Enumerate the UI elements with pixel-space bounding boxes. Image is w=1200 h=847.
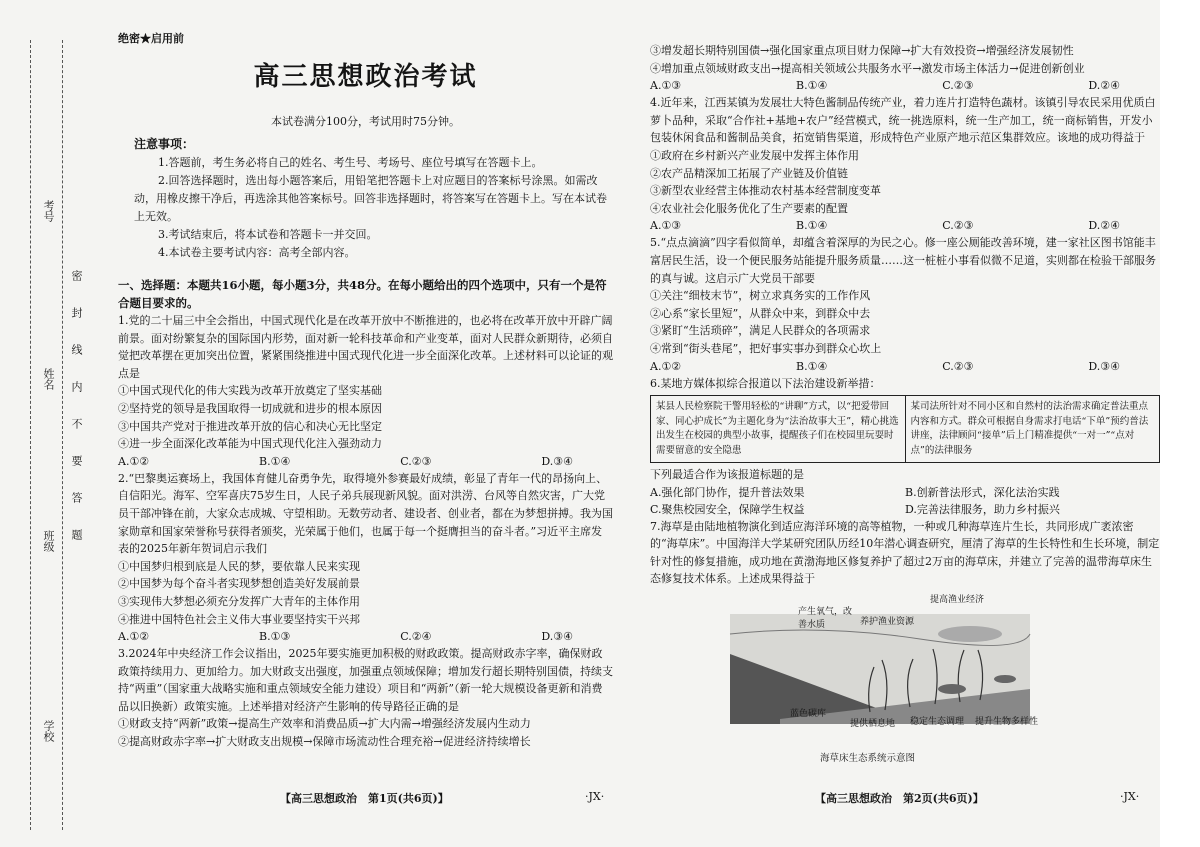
notes-heading: 注意事项： (134, 137, 195, 151)
option-a: A.①② (118, 454, 150, 468)
scan-edge (1160, 0, 1200, 847)
seagrass-diagram (720, 594, 1050, 764)
statement: ④推进中国特色社会主义伟大事业要坚持实干兴邦 (118, 612, 360, 626)
question-3 (118, 645, 613, 751)
news-item-1: 某县人民检察院干警用轻松的“讲聊”方式，以“把爱带回家、同心护成长”为主题化身为“法治故事大王”，精心挑选出发生在校园的典型小故事，提醒孩子们在校园里玩耍时需要留意的安全隐患 (651, 396, 906, 463)
question-7 (650, 518, 1160, 588)
option-d: D.③④ (1088, 359, 1120, 373)
exam-info: 本试卷满分100分，考试用时75分钟。 (271, 115, 460, 128)
statement: ③中国共产党对于推进改革开放的信心和决心无比坚定 (118, 419, 382, 433)
answer-options (650, 217, 1160, 234)
statement: ④增加重点领域财政支出→提高相关领域公共服务水平→激发市场主体活力→促进创新创业 (650, 61, 1085, 75)
note-item: 2.回答选择题时，选出每小题答案后，用铅笔把答题卡上对应题目的答案标号涂黑。如需改动，用橡皮擦干净后，再选涂其他答案标号。回答非选择题时，将答案写在答题卡上。写在本试卷上无效。 (134, 174, 607, 223)
footer-code-1: ·JX· (585, 790, 605, 803)
label-oxygen: 产生氧气，改善水质 (798, 607, 853, 631)
note-item: 4.本试卷主要考试内容：高考全部内容。 (158, 246, 356, 259)
answer-options (650, 484, 1160, 518)
cut-line (30, 40, 31, 830)
binding-margin (0, 0, 112, 847)
statement: ②农产品精深加工拓展了产业链及价值链 (650, 166, 848, 180)
page-1 (118, 30, 613, 751)
answer-options (118, 453, 613, 470)
statement: ②心系“家长里短”，从群众中来，到群众中去 (650, 306, 871, 320)
question-prompt: 下列最适合作为该报道标题的是 (650, 468, 804, 482)
statement: ①中国式现代化的伟大实践为改革开放奠定了坚实基础 (118, 384, 382, 398)
option-a: A.①② (118, 630, 150, 644)
option-c: C.聚焦校园安全，保障学生权益 (650, 502, 805, 516)
option-c: C.②③ (942, 219, 974, 233)
statement: ③实现伟大梦想必须充分发挥广大青年的主体作用 (118, 594, 360, 608)
class-label: 班级 (42, 530, 55, 552)
page-2 (650, 42, 1160, 764)
question-stem: 5.“点点滴滴”四字看似简单，却蕴含着深厚的为民之心。修一座公厕能改善环境，建一家社区图书馆能丰富居民生活，设一个便民服务站能提升服务质量……这一桩桩小事看似微不足道，实则都在检验干部服务的真与诚。这启示广大党员干部要 (650, 236, 1156, 285)
news-table (650, 395, 1160, 463)
statement: ①关注“细枝末节”，树立求真务实的工作作风 (650, 289, 871, 303)
option-a: A.①② (650, 359, 682, 373)
option-a: A.①③ (650, 219, 682, 233)
label-blue-carbon: 蓝色碳库 (790, 709, 827, 720)
question-stem: 2.“巴黎奥运赛场上，我国体育健儿奋勇争先，取得境外参赛最好成绩，彰显了青年一代的昂扬向上、自信阳光。海军、空军喜庆75岁生日，人民子弟兵展现新风貌。面对洪涝、台风等自然灾害，广大党员干部冲锋在前，大家众志成城、守望相助。无数劳动者、建设者、创业者，都在为梦想拼搏。我为国家勋章和国家荣誉称号获得者颁奖，光荣属于他们，也属于每一个挺膺担当的奋斗者。”习近平主席发表的2025年新年贺词启示我们 (118, 471, 613, 556)
statement: ④常到“街头巷尾”，把好事实事办到群众心坎上 (650, 341, 882, 355)
footer-page-2: 【高三思想政治 第2页(共6页)】 (815, 792, 984, 805)
answer-options (650, 358, 1160, 375)
question-stem: 1.党的二十届三中全会指出，中国式现代化是在改革开放中不断推进的，也必将在改革开放中开辟广阔前景。面对纷繁复杂的国际国内形势，面对新一轮科技革命和产业变革，面对人民群众新期待，必须自觉把改革摆在更加突出位置，紧紧围绕推进中国式现代化进一步全面深化改革。上述材料可以论证的观点是 (118, 314, 613, 380)
statement: ①财政支持“两新”政策→提高生产效率和消费品质→扩大内需→增强经济发展内生动力 (118, 717, 531, 731)
option-b: B.①③ (259, 630, 291, 644)
option-d: D.②④ (1088, 79, 1120, 93)
label-ecology: 稳定生态调理 (910, 717, 965, 728)
answer-options (118, 628, 613, 645)
option-b: B.①④ (796, 219, 828, 233)
option-d: D.③④ (541, 454, 573, 468)
statement: ④农业社会化服务优化了生产要素的配置 (650, 201, 848, 215)
exam-number-label: 考号 (42, 200, 55, 222)
statement: ②坚持党的领导是我国取得一切成就和进步的根本原因 (118, 401, 382, 415)
option-a: A.①③ (650, 79, 682, 93)
option-a: A.强化部门协作，提升普法效果 (650, 485, 805, 499)
question-5 (650, 234, 1160, 374)
footer-page-1: 【高三思想政治 第1页(共6页)】 (280, 792, 449, 805)
answer-options (650, 77, 1160, 94)
seal-text: 密封线内不要答题 (70, 270, 83, 566)
option-d: D.②④ (1088, 219, 1120, 233)
news-item-2: 某司法所针对不同小区和自然村的法治需求确定普法重点内容和方式。群众可根据自身需求打电话“下单”预约普法讲座，法律顾问“接单”后上门精准提供“一对一”“点对点”的法律服务 (905, 396, 1160, 463)
statement: ①政府在乡村新兴产业发展中发挥主体作用 (650, 148, 859, 162)
option-d: D.完善法律服务，助力乡村振兴 (905, 502, 1060, 516)
option-b: B.①④ (259, 454, 291, 468)
label-fish-resources: 养护渔业资源 (860, 617, 915, 628)
question-stem: 4.近年来，江西某镇为发展壮大特色酱制品传统产业，着力连片打造特色蔬材。该镇引导农民采用优质白萝卜品种，采取“合作社+基地+农户”经营模式，统一挑选原料，统一生产加工，统一商标销售，开发小包装休闲食品和酱制品美食，拓宽销售渠道，形成特色产业原产地示范区集群效应。该地的成功得益于 (650, 96, 1156, 145)
page-title: 高三思想政治考试 (253, 62, 478, 92)
option-c: C.②③ (942, 79, 974, 93)
statement: ③增发超长期特别国债→强化国家重点项目财力保障→扩大有效投资→增强经济发展韧性 (650, 44, 1074, 57)
name-label: 姓名 (42, 368, 55, 390)
statement: ②中国梦为每个奋斗者实现梦想创造美好发展前景 (118, 577, 360, 591)
question-2 (118, 470, 613, 645)
option-b: B.创新普法形式，深化法治实践 (905, 485, 1060, 499)
statement: ①中国梦归根到底是人民的梦，要依靠人民来实现 (118, 559, 360, 573)
section-heading: 一、选择题：本题共16小题，每小题3分，共48分。在每小题给出的四个选项中，只有一个是符合题目要求的。 (118, 278, 607, 310)
option-c: C.②③ (400, 454, 432, 468)
diagram-caption: 海草床生态系统示意图 (820, 753, 916, 765)
label-biodiversity: 提升生物多样性 (975, 717, 1039, 728)
label-habitat: 提供栖息地 (850, 719, 896, 730)
statement: ③紧盯“生活琐碎”，满足人民群众的各项需求 (650, 324, 871, 338)
footer-code-2: ·JX· (1120, 790, 1140, 803)
question-6 (650, 375, 1160, 518)
statement: ④进一步全面深化改革能为中国式现代化注入强劲动力 (118, 437, 382, 451)
question-stem: 3.2024年中央经济工作会议指出，2025年要实施更加积极的财政政策。提高财政赤字率，确保财政政策持续用力、更加给力。加大财政支出强度，加强重点领域保障；增加发行超长期特别国债，持续支持“两重”（国家重大战略实施和重点领域安全能力建设）项目和“两新”（新一轮大规模设备更新和消费品以旧换新）政策实施。上述举措对经济产生影响的传导路径正确的是 (118, 647, 613, 713)
question-1 (118, 312, 613, 470)
option-c: C.②④ (400, 630, 432, 644)
secret-mark: 绝密★启用前 (118, 32, 184, 45)
option-b: B.①④ (796, 359, 828, 373)
note-item: 3.考试结束后，将本试卷和答题卡一并交回。 (158, 228, 378, 241)
seal-line (62, 40, 63, 830)
note-item: 1.答题前，考生务必将自己的姓名、考生号、考场号、座位号填写在答题卡上。 (158, 156, 543, 169)
statement: ②提高财政赤字率→扩大财政支出规模→保障市场流动性合理充裕→促进经济持续增长 (118, 735, 531, 749)
question-4 (650, 94, 1160, 234)
question-stem: 6.某地方媒体拟综合报道以下法治建设新举措： (650, 376, 881, 390)
option-b: B.①④ (796, 79, 828, 93)
question-stem: 7.海草是由陆地植物演化到适应海洋环境的高等植物，一种或几种海草连片生长，共同形成广袤浓密的“海草床”。中国海洋大学某研究团队历经10年潜心调查研究，厘清了海草的生长特性和生长环境，制定针对性的修复措施，成功地在黄渤海地区修复养护了超过2万亩的海草床，并建立了完善的温带海草床生态修复技术体系。上述成果得益于 (650, 519, 1160, 586)
school-label: 学校 (42, 720, 55, 742)
option-d: D.③④ (541, 630, 573, 644)
label-fishery: 提高渔业经济 (930, 595, 985, 606)
option-c: C.②③ (942, 359, 974, 373)
statement: ③新型农业经营主体推动农村基本经营制度变革 (650, 184, 881, 198)
